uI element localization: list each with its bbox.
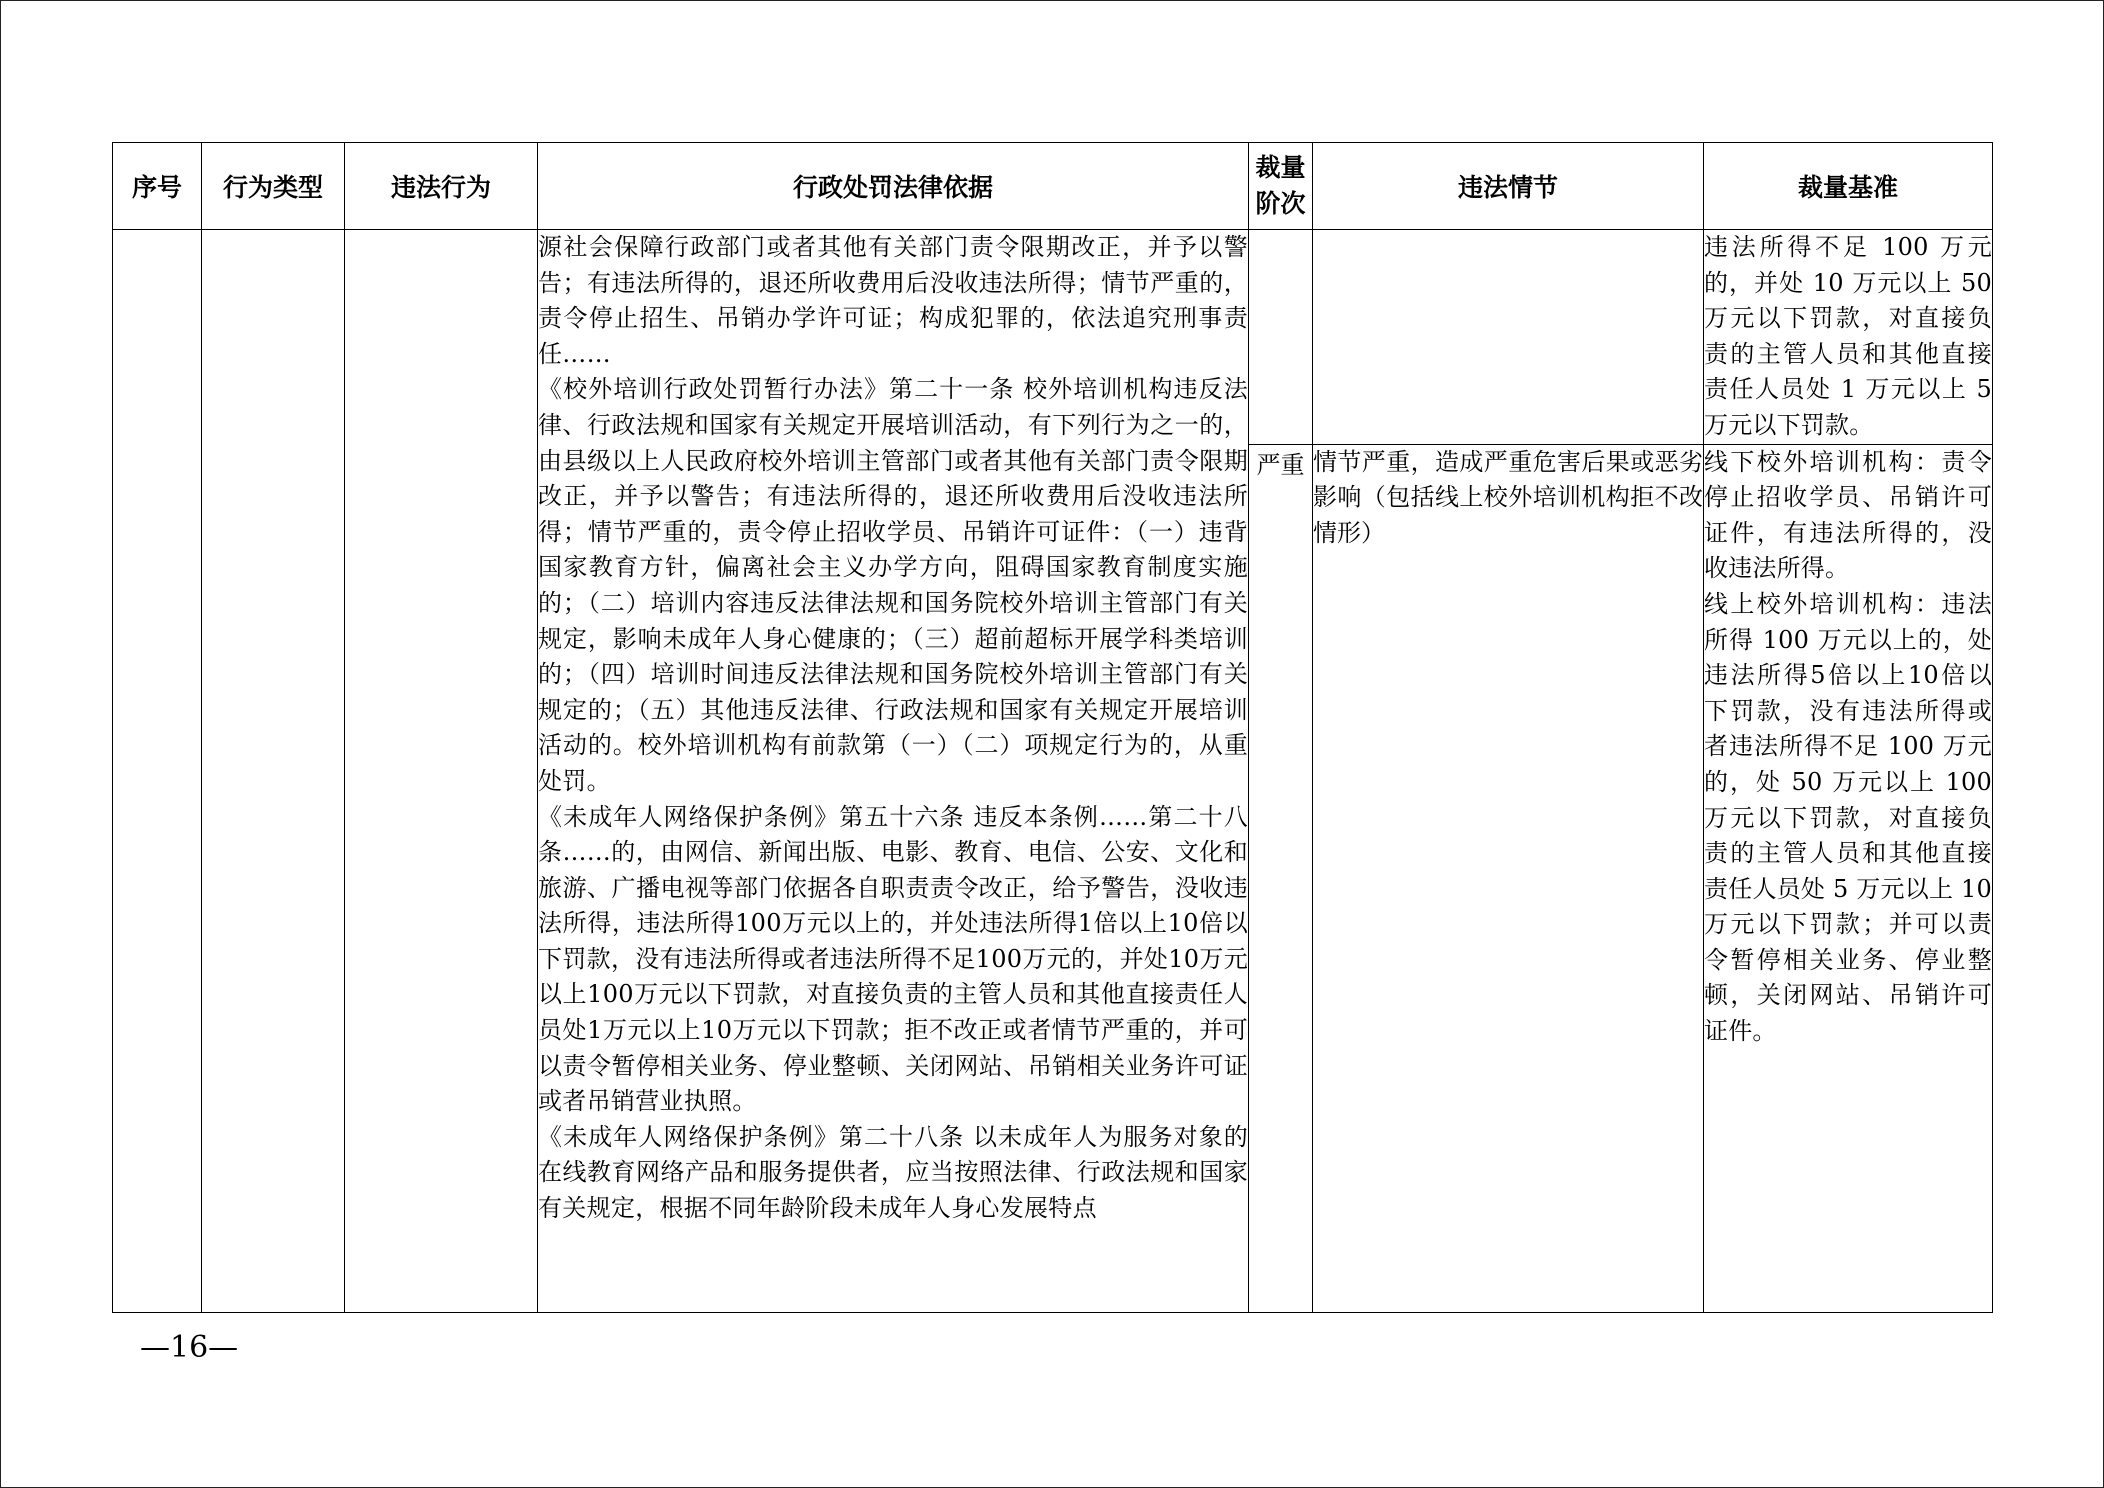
cell-behavior-type xyxy=(202,230,345,1313)
penalty-standard-table xyxy=(112,142,1993,1313)
standard-paragraph: 线上校外培训机构：违法所得 100 万元以上的，处违法所得5倍以上10倍以下罚款，没有违法所得或者违法所得不足 100 万元的，处 50 万元以上 100 万元以下罚款，对直接负责的主管人员和其他直接责任人员处 5 万元以上 10 万元以下罚款；并可以责令暂停相关业务、停业整顿，关闭网站、吊销许可证件。 xyxy=(1704,589,1992,1046)
header-level-line1: 裁量 xyxy=(1255,153,1306,182)
standard-paragraph: 线下校外培训机构：责令停止招收学员、吊销许可证件，有违法所得的，没收违法所得。 xyxy=(1704,447,1992,583)
standard-paragraph: 违法所得不足 100 万元的，并处 10 万元以上 50 万元以下罚款，对直接负责的主管人员和其他直接责任人员处 1 万元以上 5 万元以下罚款。 xyxy=(1704,233,1992,439)
header-seq: 序号 xyxy=(113,143,202,230)
header-level-line2: 阶次 xyxy=(1255,189,1306,218)
header-standard: 裁量基准 xyxy=(1704,143,1993,230)
legal-basis-paragraph: 《未成年人网络保护条例》第五十六条 违反本条例……第二十八条……的，由网信、新闻出版、电影、教育、电信、公安、文化和旅游、广播电视等部门依据各自职责责令改正，给予警告，没收违法所得，违法所得100万元以上的，并处违法所得1倍以上10倍以下罚款，没有违法所得或者违法所得不足100万元的，并处10万元以上100万元以下罚款，对直接负责的主管人员和其他直接责任人员处1万元以上10万元以下罚款；拒不改正或者情节严重的，并可以责令暂停相关业务、停业整顿、关闭网站、吊销相关业务许可证或者吊销营业执照。 xyxy=(538,802,1248,1116)
table-header-row xyxy=(113,143,1993,230)
table-row xyxy=(113,230,1993,445)
header-behavior-type: 行为类型 xyxy=(202,143,345,230)
cell-legal-basis xyxy=(538,230,1249,1313)
cell-seq xyxy=(113,230,202,1313)
cell-circumstance-serious: 情节严重，造成严重危害后果或恶劣影响（包括线上校外培训机构拒不改情形） xyxy=(1313,444,1704,1312)
cell-level-serious: 严重 xyxy=(1249,444,1313,1312)
header-circumstance: 违法情节 xyxy=(1313,143,1704,230)
cell-violation xyxy=(345,230,538,1313)
cell-circumstance xyxy=(1313,230,1704,445)
page-number: —16— xyxy=(140,1330,239,1365)
cell-level xyxy=(1249,230,1313,445)
legal-basis-paragraph: 《校外培训行政处罚暂行办法》第二十一条 校外培训机构违反法律、行政法规和国家有关规定开展培训活动，有下列行为之一的，由县级以上人民政府校外培训主管部门或者其他有关部门责令限期改正，并予以警告；有违法所得的，退还所收费用后没收违法所得；情节严重的，责令停止招收学员、吊销许可证件：（一）违背国家教育方针，偏离社会主义办学方向，阻碍国家教育制度实施的；（二）培训内容违反法律法规和国务院校外培训主管部门有关规定，影响未成年人身心健康的；（三）超前超标开展学科类培训的；（四）培训时间违反法律法规和国务院校外培训主管部门有关规定的；（五）其他违反法律、行政法规和国家有关规定开展培训活动的。校外培训机构有前款第（一）（二）项规定行为的，从重处罚。 xyxy=(538,375,1248,795)
legal-basis-paragraph: 源社会保障行政部门或者其他有关部门责令限期改正，并予以警告；有违法所得的，退还所收费用后没收违法所得；情节严重的，责令停止招生、吊销办学许可证；构成犯罪的，依法追究刑事责任…… xyxy=(538,233,1248,368)
header-legal-basis: 行政处罚法律依据 xyxy=(538,143,1249,230)
cell-standard xyxy=(1704,230,1993,445)
header-violation: 违法行为 xyxy=(345,143,538,230)
header-level xyxy=(1249,143,1313,230)
legal-basis-paragraph: 《未成年人网络保护条例》第二十八条 以未成年人为服务对象的在线教育网络产品和服务提供者，应当按照法律、行政法规和国家有关规定，根据不同年龄阶段未成年人身心发展特点 xyxy=(538,1122,1248,1223)
cell-standard-serious xyxy=(1704,444,1993,1312)
